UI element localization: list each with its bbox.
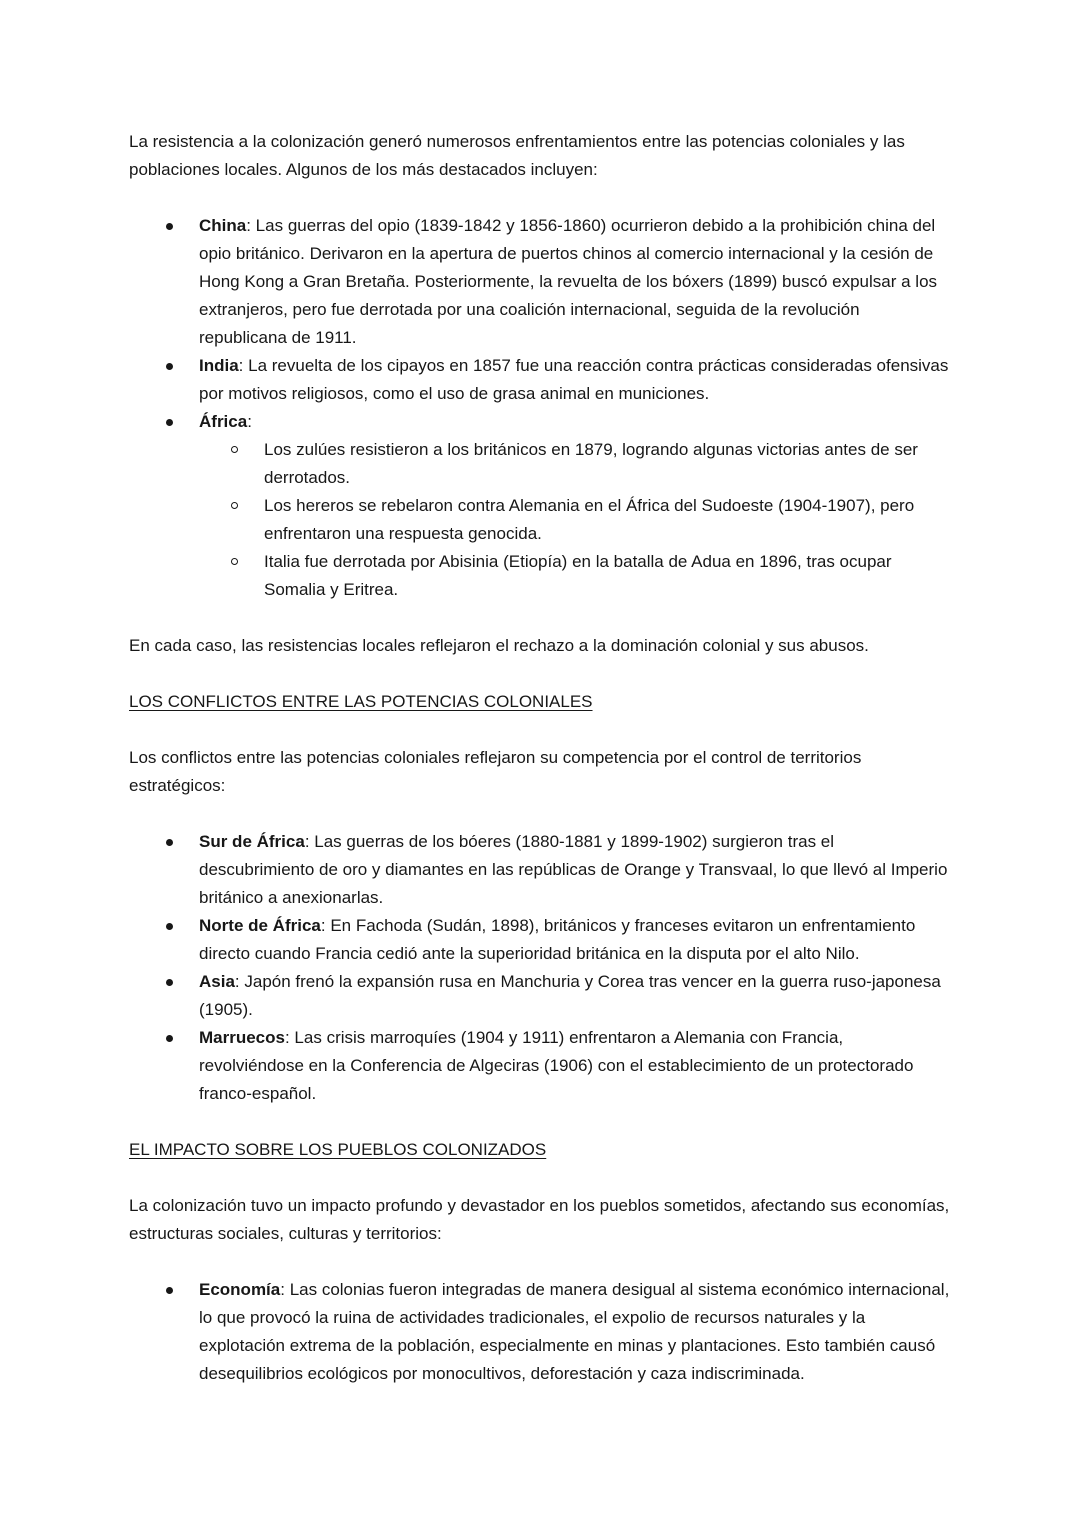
list-item-china xyxy=(166,212,952,352)
list-item-asia xyxy=(166,968,952,1024)
bullet-list-resistencias xyxy=(129,212,952,604)
bullet-icon xyxy=(166,212,199,230)
sub-bullet-list-africa xyxy=(199,436,952,604)
list-item-india xyxy=(166,352,952,408)
sub-list-item-hereros xyxy=(231,492,952,548)
sub-list-item-italia xyxy=(231,548,952,604)
bullet-icon xyxy=(166,912,199,930)
bullet-icon xyxy=(166,408,199,426)
bullet-icon xyxy=(166,968,199,986)
list-item-term: Sur de África xyxy=(199,832,305,851)
paragraph-intro-impacto: La colonización tuvo un impacto profundo y devastador en los pueblos sometidos, afectando sus economías, estructuras sociales, culturas y territorios: xyxy=(129,1196,950,1243)
list-item-content xyxy=(199,352,952,408)
list-item-content xyxy=(199,408,952,604)
list-item-term: África xyxy=(199,412,248,431)
list-item-text: : La revuelta de los cipayos en 1857 fue una reacción contra prácticas consideradas ofensivas por motivos religiosos, como el uso de grasa animal en municiones. xyxy=(199,356,949,403)
list-item-content xyxy=(199,828,952,912)
list-item-sur-de-africa xyxy=(166,828,952,912)
section-heading-conflictos: LOS CONFLICTOS ENTRE LAS POTENCIAS COLONIALES xyxy=(129,692,593,711)
paragraph-closing-resistencias: En cada caso, las resistencias locales reflejaron el rechazo a la dominación colonial y sus abusos. xyxy=(129,636,869,655)
paragraph-intro-conflictos: Los conflictos entre las potencias coloniales reflejaron su competencia por el control de territorios estratégicos: xyxy=(129,748,862,795)
sub-list-item-text: Los zulúes resistieron a los británicos en 1879, logrando algunas victorias antes de ser derrotados. xyxy=(264,440,918,487)
list-item-content xyxy=(199,1024,952,1108)
list-item-content xyxy=(199,912,952,968)
list-item-term: Economía xyxy=(199,1280,281,1299)
circle-bullet-icon xyxy=(231,436,264,453)
list-item-term: Asia xyxy=(199,972,235,991)
sub-list-item-text: Los hereros se rebelaron contra Alemania en el África del Sudoeste (1904-1907), pero enfrentaron una respuesta genocida. xyxy=(264,496,915,543)
list-item-text: : En Fachoda (Sudán, 1898), británicos y franceses evitaron un enfrentamiento directo cuando Francia cedió ante la superioridad británica en la disputa por el alto Nilo. xyxy=(199,916,916,963)
bullet-icon xyxy=(166,1276,199,1294)
list-item-content xyxy=(199,1276,952,1388)
section-heading-impacto: EL IMPACTO SOBRE LOS PUEBLOS COLONIZADOS xyxy=(129,1140,547,1159)
list-item-text: : xyxy=(247,412,252,431)
sub-list-item-zulues xyxy=(231,436,952,492)
list-item-marruecos xyxy=(166,1024,952,1108)
circle-bullet-icon xyxy=(231,492,264,509)
list-item-economia xyxy=(166,1276,952,1388)
bullet-icon xyxy=(166,352,199,370)
list-item-content xyxy=(199,968,952,1024)
list-item-text: : Las colonias fueron integradas de manera desigual al sistema económico internacional, lo que provocó la ruina de actividades tradicionales, el expolio de recursos naturales y la explotación extrema de la población, especialmente en minas y plantaciones. Esto también causó desequilibrios ecológicos por monocultivos, deforestación y caza indiscriminada. xyxy=(199,1280,950,1383)
circle-bullet-icon xyxy=(231,548,264,565)
list-item-term: China xyxy=(199,216,247,235)
sub-list-item-text: Italia fue derrotada por Abisinia (Etiopía) en la batalla de Adua en 1896, tras ocupar Somalia y Eritrea. xyxy=(264,552,892,599)
bullet-icon xyxy=(166,828,199,846)
list-item-term: Norte de África xyxy=(199,916,321,935)
list-item-africa xyxy=(166,408,952,604)
bullet-list-conflictos xyxy=(129,828,952,1108)
list-item-content xyxy=(199,212,952,352)
bullet-icon xyxy=(166,1024,199,1042)
list-item-text: : Las guerras de los bóeres (1880-1881 y 1899-1902) surgieron tras el descubrimiento de oro y diamantes en las repúblicas de Orange y Transvaal, lo que llevó al Imperio británico a anexionarlas. xyxy=(199,832,948,907)
list-item-text: : Japón frenó la expansión rusa en Manchuria y Corea tras vencer en la guerra ruso-japonesa (1905). xyxy=(199,972,941,1019)
list-item-term: India xyxy=(199,356,239,375)
list-item-text: : Las guerras del opio (1839-1842 y 1856-1860) ocurrieron debido a la prohibición china del opio británico. Derivaron en la apertura de puertos chinos al comercio internacional y la cesión de Hong Kong a Gran Bretaña. Posteriormente, la revuelta de los bóxers (1899) buscó expulsar a los extranjeros, pero fue derrotada por una coalición internacional, seguida de la revolución republicana de 1911. xyxy=(199,216,938,347)
list-item-norte-de-africa xyxy=(166,912,952,968)
bullet-list-impacto xyxy=(129,1276,952,1388)
paragraph-intro-resistencia: La resistencia a la colonización generó numerosos enfrentamientos entre las potencias coloniales y las poblaciones locales. Algunos de los más destacados incluyen: xyxy=(129,132,905,179)
list-item-text: : Las crisis marroquíes (1904 y 1911) enfrentaron a Alemania con Francia, revolviéndose en la Conferencia de Algeciras (1906) con el establecimiento de un protectorado franco-español. xyxy=(199,1028,914,1103)
list-item-term: Marruecos xyxy=(199,1028,285,1047)
